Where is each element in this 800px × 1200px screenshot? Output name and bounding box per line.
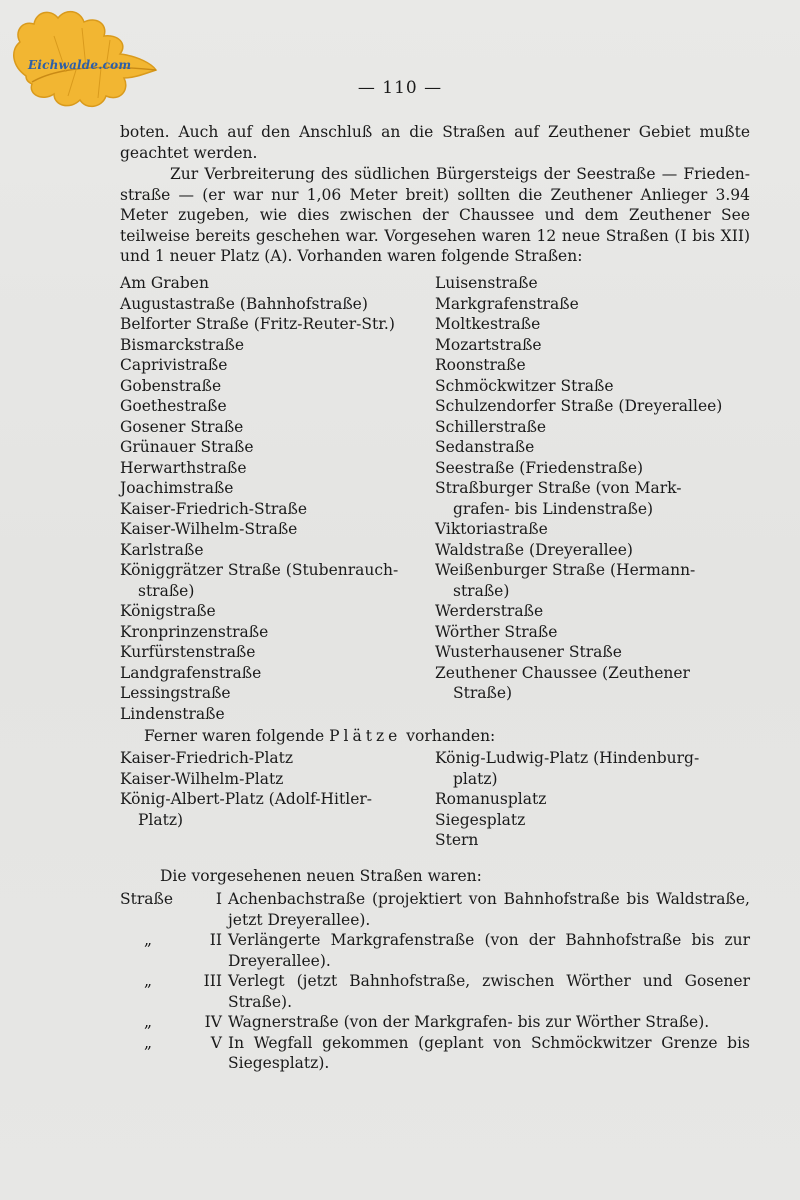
planned-numeral: II xyxy=(209,931,222,949)
street-item: Am Graben xyxy=(120,274,209,292)
streets-left-column xyxy=(120,273,420,724)
places-heading-spaced: Plätze xyxy=(329,727,402,745)
planned-description: In Wegfall gekommen (geplant von Schmöckwitzer Grenze bis Siegesplatz). xyxy=(228,1033,750,1072)
street-item: Schillerstraße xyxy=(435,417,547,436)
place-item: Kaiser-Wilhelm-Platz xyxy=(120,769,284,788)
place-item: Siegesplatz xyxy=(435,810,526,829)
street-item: Seestraße (Friedenstraße) xyxy=(435,458,644,477)
street-item: Wusterhausener Straße xyxy=(435,643,622,661)
place-item: Kaiser-Friedrich-Platz xyxy=(120,749,294,767)
street-item: Kaiser-Wilhelm-Straße xyxy=(120,520,298,538)
places-left-column xyxy=(120,748,420,830)
logo-text: Eichwalde.com xyxy=(28,58,132,72)
planned-numeral: I xyxy=(215,890,222,908)
street-item: Schulzendorfer Straße (Dreyerallee) xyxy=(435,397,723,415)
intro-line-1: boten. Auch auf den Anschluß an die Straßen auf Zeuthener Gebiet mußte xyxy=(120,123,750,141)
street-item: Schmöckwitzer Straße xyxy=(435,376,614,395)
street-item: Augustastraße (Bahnhofstraße) xyxy=(120,294,368,313)
street-item: Kurfürstenstraße xyxy=(120,643,256,661)
intro-paragraph-1 xyxy=(120,122,750,163)
place-item: Romanusplatz xyxy=(435,790,547,808)
planned-numeral: V xyxy=(210,1033,222,1052)
places-list xyxy=(120,748,750,858)
street-item: Markgrafenstraße xyxy=(435,294,579,313)
street-item: Viktoriastraße xyxy=(435,520,548,538)
places-right-column xyxy=(435,748,755,851)
street-item: Königgrätzer Straße (Stubenrauch- xyxy=(120,561,399,579)
places-heading xyxy=(120,726,750,747)
street-item-continuation: straße) xyxy=(138,581,195,600)
street-item: Belforter Straße (Fritz-Reuter-Str.) xyxy=(120,315,395,333)
planned-label: „ xyxy=(144,1013,153,1031)
intro-paragraph-2: Zur Verbreiterung des südlichen Bürgersteigs der Seestraße — Friedenstraße — (er war nur 1,06 Meter breit) sollten die Zeuthener Anlieger 3.94 Meter zugeben, wie dies zwischen der Chaussee und dem Zeuthener See teilweise bereits geschehen war. Vorgesehen waren 12 neue Straßen (I bis XII) und 1 neuer Platz (A). Vorhanden waren folgende Straßen: xyxy=(120,165,750,265)
places-heading-suffix: vorhanden: xyxy=(406,727,496,745)
street-item-continuation: straße) xyxy=(453,581,510,600)
street-item: Lessingstraße xyxy=(120,684,231,702)
street-item: Weißenburger Straße (Hermann- xyxy=(435,561,696,579)
planned-streets-list xyxy=(120,889,750,1074)
street-item-continuation: Straße) xyxy=(453,684,513,702)
street-item: Gosener Straße xyxy=(120,417,244,436)
planned-street-row xyxy=(120,889,750,930)
planned-numeral: III xyxy=(203,972,222,990)
street-item: Lindenstraße xyxy=(120,704,225,723)
street-item: Sedanstraße xyxy=(435,438,535,456)
street-item: Gobenstraße xyxy=(120,376,222,395)
street-item: Zeuthener Chaussee (Zeuthener xyxy=(435,663,690,682)
street-item: Luisenstraße xyxy=(435,274,538,292)
planned-description: Wagnerstraße (von der Markgrafen- bis zur Wörther Straße). xyxy=(228,1013,710,1031)
planned-heading: Die vorgesehenen neuen Straßen waren: xyxy=(160,867,482,885)
planned-street-row xyxy=(120,971,750,1012)
street-item: Wörther Straße xyxy=(435,622,558,641)
street-item: Königstraße xyxy=(120,602,216,620)
street-item: Mozartstraße xyxy=(435,335,542,354)
street-item: Grünauer Straße xyxy=(120,438,254,456)
site-logo[interactable] xyxy=(6,6,158,116)
planned-label: „ xyxy=(144,931,153,949)
streets-right-column xyxy=(435,273,755,704)
street-item: Moltkestraße xyxy=(435,315,541,333)
street-item: Straßburger Straße (von Mark- xyxy=(435,479,682,497)
places-heading-prefix: Ferner waren folgende xyxy=(144,727,325,745)
street-item: Roonstraße xyxy=(435,356,526,374)
planned-description: Verlängerte Markgrafenstraße (von der Bahnhofstraße bis zur Dreyerallee). xyxy=(228,931,750,970)
place-item: Stern xyxy=(435,831,479,849)
place-item-continuation: platz) xyxy=(453,769,498,788)
planned-label: „ xyxy=(144,972,153,990)
street-item: Karlstraße xyxy=(120,540,204,559)
street-item: Werderstraße xyxy=(435,602,544,620)
planned-street-row xyxy=(120,1012,750,1033)
planned-description: Verlegt (jetzt Bahnhofstraße, zwischen Wörther und Gosener Straße). xyxy=(228,972,750,1011)
street-item: Caprivistraße xyxy=(120,356,228,374)
street-item: Waldstraße (Dreyerallee) xyxy=(435,540,633,559)
place-item: König-Ludwig-Platz (Hindenburg- xyxy=(435,749,700,767)
planned-street-row xyxy=(120,1033,750,1074)
street-item: Landgrafenstraße xyxy=(120,663,262,682)
place-item: König-Albert-Platz (Adolf-Hitler- xyxy=(120,790,373,808)
planned-description: Achenbachstraße (projektiert von Bahnhofstraße bis Waldstraße, jetzt Dreyerallee). xyxy=(228,890,750,929)
intro-line-2: geachtet werden. xyxy=(120,143,258,162)
page-number: — 110 — xyxy=(357,78,443,98)
street-item: Kaiser-Friedrich-Straße xyxy=(120,499,308,518)
street-item: Kronprinzenstraße xyxy=(120,622,269,641)
planned-label: Straße xyxy=(120,890,174,908)
planned-street-row xyxy=(120,930,750,971)
street-item-continuation: grafen- bis Lindenstraße) xyxy=(453,499,654,518)
place-item-continuation: Platz) xyxy=(138,810,184,829)
planned-label: „ xyxy=(144,1033,153,1052)
street-item: Herwarthstraße xyxy=(120,458,247,477)
planned-numeral: IV xyxy=(204,1013,222,1031)
street-item: Goethestraße xyxy=(120,397,227,415)
street-item: Bismarckstraße xyxy=(120,335,245,354)
street-item: Joachimstraße xyxy=(120,479,234,497)
